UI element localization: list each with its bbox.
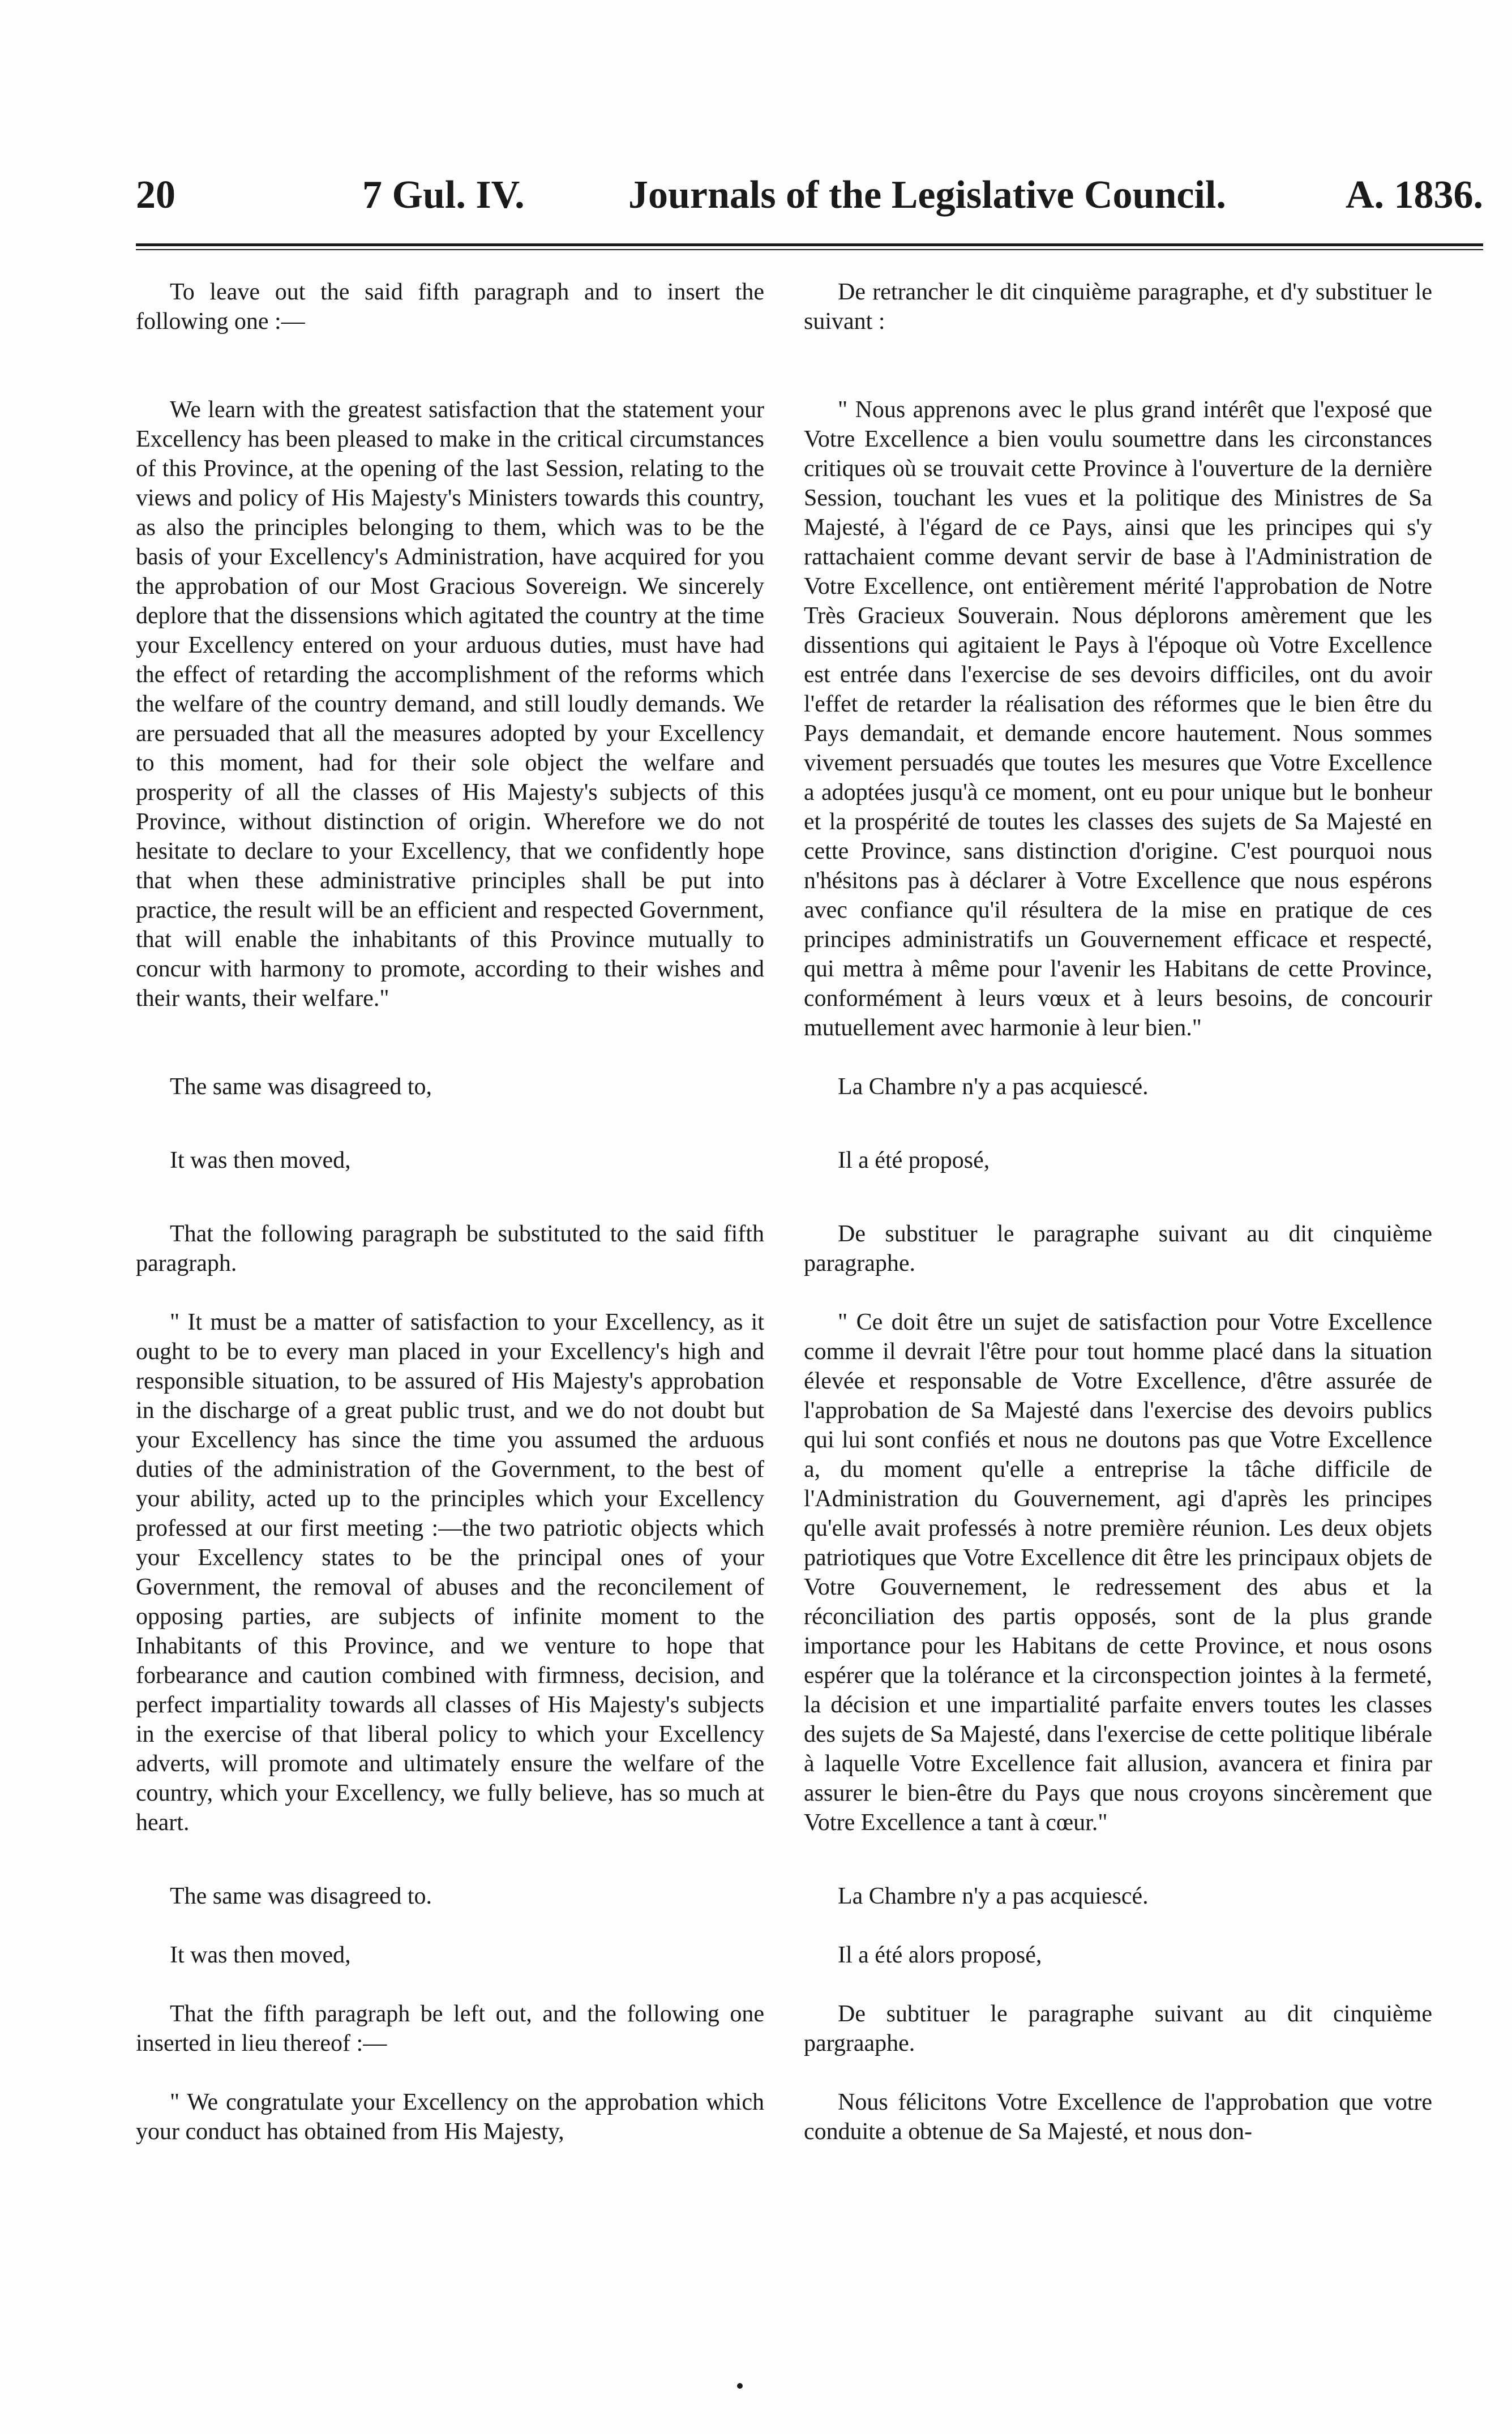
page-number: 20 xyxy=(136,173,175,217)
french-column xyxy=(804,277,1432,2146)
english-congratulation-paragraph: " We congratulate your Excellency on the approbation which your conduct has obtained from His Majesty, xyxy=(136,2089,764,2145)
header-rule-thin xyxy=(136,249,1483,250)
english-moved-2: It was then moved, xyxy=(170,1942,351,1968)
french-substitution-motion: De substituer le paragraphe suivant au dit cinquième paragraphe. xyxy=(804,1221,1432,1276)
english-motion-intro: To leave out the said fifth paragraph and to insert the following one :— xyxy=(136,279,764,335)
french-moved-1: Il a été proposé, xyxy=(838,1147,990,1173)
french-motion-intro: De retrancher le dit cinquième paragraphe, et d'y substituer le suivant : xyxy=(804,279,1432,335)
french-congratulation-paragraph: Nous félicitons Votre Excellence de l'approbation que votre conduite a obtenue de Sa Majesté, et nous don- xyxy=(804,2089,1432,2145)
french-disagreed-1: La Chambre n'y a pas acquiescé. xyxy=(838,1074,1149,1100)
running-header xyxy=(136,170,1483,221)
french-replacement-motion: De subtituer le paragraphe suivant au dit cinquième pargraaphe. xyxy=(804,2001,1432,2056)
english-substitute-paragraph: " It must be a matter of satisfaction to your Excellency, as it ought to be to every man placed in your Excellency's high and responsible situation, to be assured of His Majesty's approbation in the discharge of a great public trust, and we do not doubt but your Excellency has since the time you assumed the arduous duties of the administration of the Government, to the best of your ability, acted up to the principles which your Excellency professed at our first meeting :—the two patriotic objects which your Excellency states to be the principal ones of your Government, the removal of abuses and the reconcilement of opposing parties, are subjects of infinite moment to the Inhabitants of this Province, and we venture to hope that forbearance and caution combined with firmness, decision, and perfect impartiality towards all classes of His Majesty's subjects in the exercise of that liberal policy to which your Excellency adverts, will promote and ultimately ensure the welfare of the country, which your Excellency, we fully believe, has so much at heart. xyxy=(136,1309,764,1836)
french-substitute-paragraph: " Ce doit être un sujet de satisfaction pour Votre Excellence comme il devrait l'être pour tout homme placé dans la situation élevée et responsable de Votre Excellence, d'être assurée de l'approbation de Sa Majesté dans l'exercise des devoirs publics qui lui sont confiés et nous ne doutons pas que Votre Excellence a, du moment qu'elle a entreprise la tâche difficile de l'Administration du Gouvernement, agi d'après les principes qu'elle avait professés à notre première réunion. Les deux objets patriotiques que Votre Excellence dit être les principaux objets de Votre Gouvernement, le redressement des abus et la réconciliation des partis opposés, sont de la plus grande importance pour les Habitans de cette Province, et nous osons espérer que la tolérance et la circonspection jointes à la fermeté, la décision et une impartialité parfaite envers toutes les classes des sujets de Sa Majesté, dans l'exercise de cette politique libérale à laquelle Votre Excellence fait allusion, avancera et finira par assurer le bien-être du Pays que nous croyons sincèrement que Votre Excellence a tant à cœur." xyxy=(804,1309,1432,1836)
journal-title: Journals of the Legislative Council. xyxy=(628,173,1226,217)
english-proposed-paragraph: We learn with the greatest satisfaction that the statement your Excellency has been pleased to make in the critical circumstances of this Province, at the opening of the last Session, relating to the views and policy of His Majesty's Ministers towards this country, as also the principles belonging to them, which was to be the basis of your Excellency's Administration, have acquired for you the approbation of our Most Gracious Sovereign. We sincerely deplore that the dissensions which agitated the country at the time your Excellency entered on your arduous duties, must have had the effect of retarding the accomplishment of the reforms which the welfare of the country demand, and still loudly demands. We are persuaded that all the measures adopted by your Excellency to this moment, had for their sole object the welfare and prosperity of all the classes of His Majesty's subjects of this Province, without distinction of origin. Wherefore we do not hesitate to declare to your Excellency, that we confidently hope that when these administrative principles shall be put into practice, the result will be an efficient and respected Government, that will enable the inhabitants of this Province mutually to concur with harmony to promote, according to their wishes and their wants, their welfare." xyxy=(136,397,764,1012)
header-rule xyxy=(136,243,1483,246)
english-column xyxy=(136,277,764,2146)
english-replacement-motion: That the fifth paragraph be left out, and the following one inserted in lieu thereof :— xyxy=(136,2001,764,2056)
page-mark xyxy=(737,2383,743,2389)
english-disagreed-1: The same was disagreed to, xyxy=(170,1074,432,1100)
french-disagreed-2: La Chambre n'y a pas acquiescé. xyxy=(838,1883,1149,1909)
english-disagreed-2: The same was disagreed to. xyxy=(170,1883,432,1909)
header-year: A. 1836. xyxy=(1345,173,1483,217)
english-substitution-motion: That the following paragraph be substituted to the said fifth paragraph. xyxy=(136,1221,764,1276)
english-moved-1: It was then moved, xyxy=(170,1147,351,1173)
french-proposed-paragraph: " Nous apprenons avec le plus grand intérêt que l'exposé que Votre Excellence a bien voulu soumettre dans les circonstances critiques où se trouvait cette Province à l'ouverture de la dernière Session, touchant les vues et la politique des Ministres de Sa Majesté, à l'égard de ce Pays, ainsi que les principes qui s'y rattachaient comme devant servir de base à l'Administration de Votre Excellence, ont entièrement mérité l'approbation de Notre Très Gracieux Souverain. Nous déplorons amèrement que les dissentions qui agitaient le Pays à l'époque où Votre Excellence est entrée dans l'exercise de ses devoirs difficiles, ont du avoir l'effet de retarder la réalisation des réformes que le bien être du Pays demandait, et demande encore hautement. Nous sommes vivement persuadés que toutes les mesures que Votre Excellence a adoptées jusqu'à ce moment, ont eu pour unique but le bonheur et la prospérité de toutes les classes des sujets de Sa Majesté en cette Province, sans distinction d'origine. C'est pourquoi nous n'hésitons pas à déclarer à Votre Excellence que nous espérons avec confiance qu'il résultera de la mise en pratique de ces principes administratifs un Gouvernement efficace et respecté, qui mettra à même pour l'avenir les Habitans de cette Province, conformément à leurs vœux et à leurs besoins, de concourir mutuellement avec harmonie à leur bien." xyxy=(804,397,1432,1041)
regnal-year: 7 Gul. IV. xyxy=(362,173,525,217)
french-moved-2: Il a été alors proposé, xyxy=(838,1942,1042,1968)
